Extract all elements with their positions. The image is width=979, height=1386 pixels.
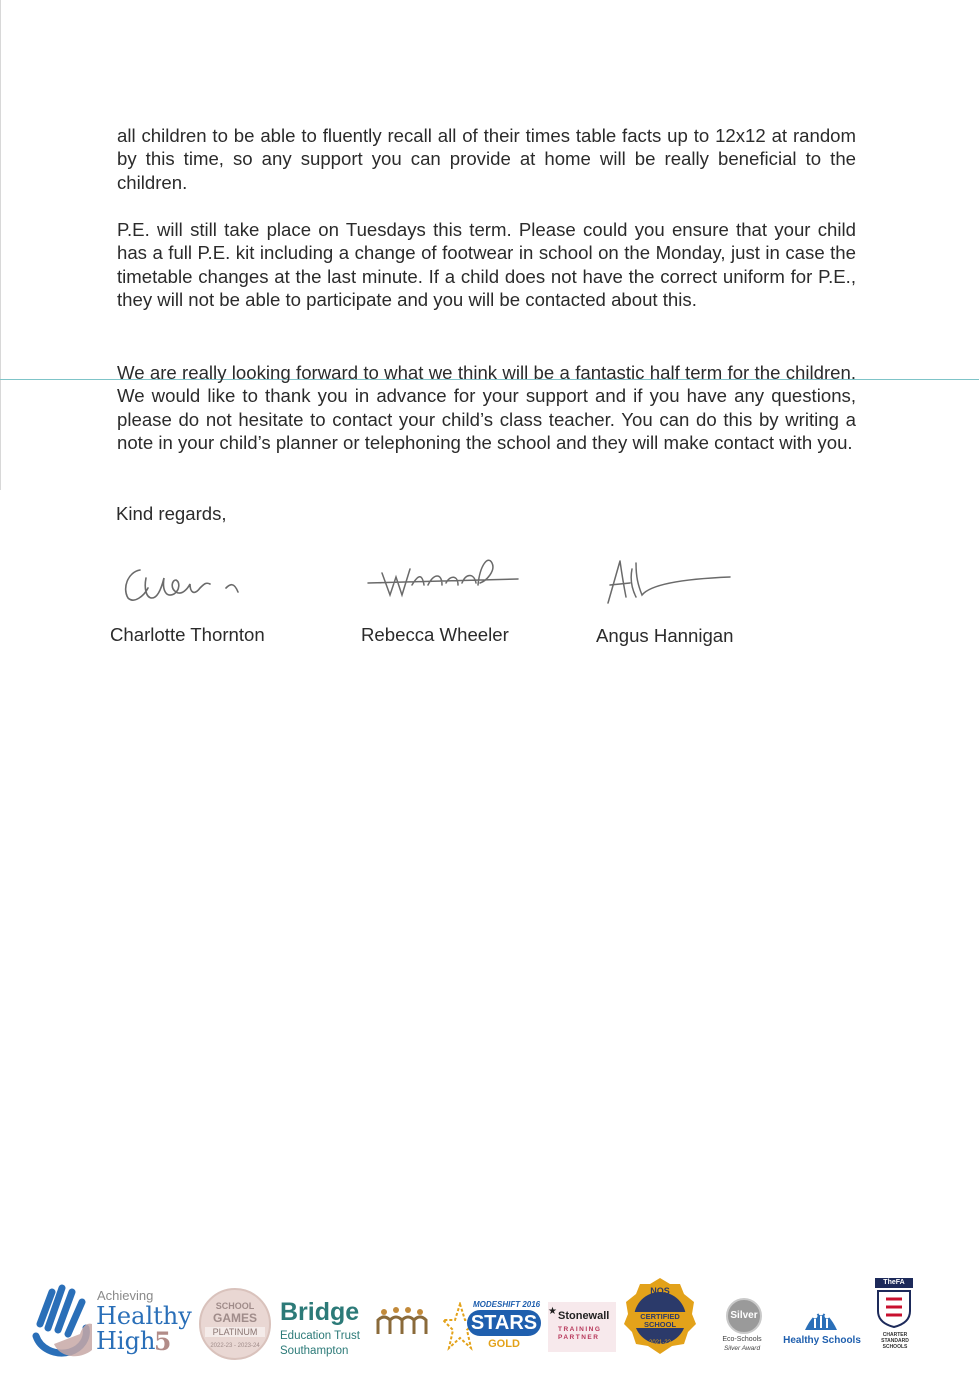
- eco-line1: Eco-Schools: [722, 1336, 762, 1343]
- hh5-number: 5: [154, 1327, 172, 1356]
- paragraph-times-tables: all children to be able to fluently recall all of their times table facts up to 12x12 at random by this time, so any support you can provide at home will be really beneficial to the children.: [117, 125, 856, 193]
- healthy-high5-logo: [30, 1284, 195, 1364]
- fa-line1: CHARTER: [882, 1332, 908, 1338]
- school-games-platinum: PLATINUM: [205, 1327, 265, 1337]
- healthy-schools-logo: [781, 1302, 863, 1352]
- school-games-platinum-logo: [199, 1288, 271, 1360]
- bridge-title: Bridge: [280, 1298, 360, 1326]
- modeshift-level: GOLD: [488, 1338, 520, 1350]
- bridge-education-trust-logo: [280, 1298, 430, 1360]
- scan-edge-shadow: [0, 0, 1, 490]
- nos-main2: SCHOOL: [643, 1320, 677, 1329]
- fa-top: TheFA: [875, 1278, 913, 1288]
- eco-schools-silver-logo: [712, 1298, 776, 1358]
- signatory-name: Angus Hannigan: [596, 625, 734, 646]
- hh5-high: High: [96, 1327, 156, 1355]
- modeshift-stars: STARS: [467, 1310, 541, 1336]
- nos-top: NOS: [650, 1286, 670, 1296]
- signatory-name: Rebecca Wheeler: [361, 624, 509, 645]
- signatory-name: Charlotte Thornton: [110, 624, 265, 645]
- hh5-healthy: Healthy: [96, 1302, 192, 1330]
- closing-salutation: Kind regards,: [116, 503, 227, 524]
- modeshift-stars-logo: [443, 1300, 543, 1356]
- signature-charlotte-thornton: [118, 558, 258, 608]
- school-games-line1: SCHOOL: [215, 1301, 255, 1311]
- three-lions-crest-icon: [874, 1289, 914, 1329]
- school-games-line2: GAMES: [212, 1311, 257, 1325]
- nos-year: 2021-22: [648, 1340, 672, 1346]
- nos-certified-school-logo: [622, 1276, 698, 1356]
- fa-charter-standard-logo: [872, 1278, 918, 1358]
- nos-main1: CERTIFIED: [640, 1312, 680, 1321]
- eco-line2: Silver Award: [723, 1345, 761, 1352]
- fa-line3: SCHOOLS: [882, 1344, 908, 1350]
- stonewall-sub: TRAINING PARTNER: [558, 1326, 602, 1341]
- hh5-achieving: Achieving: [97, 1288, 154, 1303]
- eco-silver-badge: Silver: [726, 1298, 762, 1334]
- healthy-schools-figures-icon: [801, 1302, 841, 1332]
- bridge-line2: Education Trust: [280, 1330, 360, 1342]
- signature-angus-hannigan: [600, 555, 740, 610]
- hand-print-icon: [30, 1284, 100, 1364]
- paragraph-pe: P.E. will still take place on Tuesdays this term. Please could you ensure that your child has a full P.E. kit including a change of footwear in school on the Monday, just in case the timetable changes at the last minute. If a child does not have the correct uniform for P.E., they will not be able to participate and you will be contacted about this.: [117, 219, 856, 311]
- bridge-arches-icon: [376, 1306, 428, 1336]
- stonewall-title: Stonewall: [558, 1310, 610, 1322]
- healthy-schools-label: Healthy Schools: [783, 1335, 861, 1346]
- modeshift-top: MODESHIFT 2016: [473, 1300, 541, 1309]
- stonewall-star-icon: ★: [548, 1306, 557, 1317]
- paragraph-closing-thanks: We are really looking forward to what we think will be a fantastic half term for the children. We would like to thank you in advance for your support and if you have any questions, please do not hesitate to contact your child’s class teacher. You can do this by writing a note in your child’s planner or telephoning the school and they will make contact with you.: [117, 362, 856, 454]
- fa-line2: STANDARD: [881, 1338, 909, 1344]
- signature-rebecca-wheeler: [362, 545, 532, 605]
- school-games-years: 2022-23 - 2023-24: [210, 1343, 260, 1349]
- bridge-line3: Southampton: [280, 1345, 349, 1357]
- stonewall-logo: [548, 1302, 616, 1352]
